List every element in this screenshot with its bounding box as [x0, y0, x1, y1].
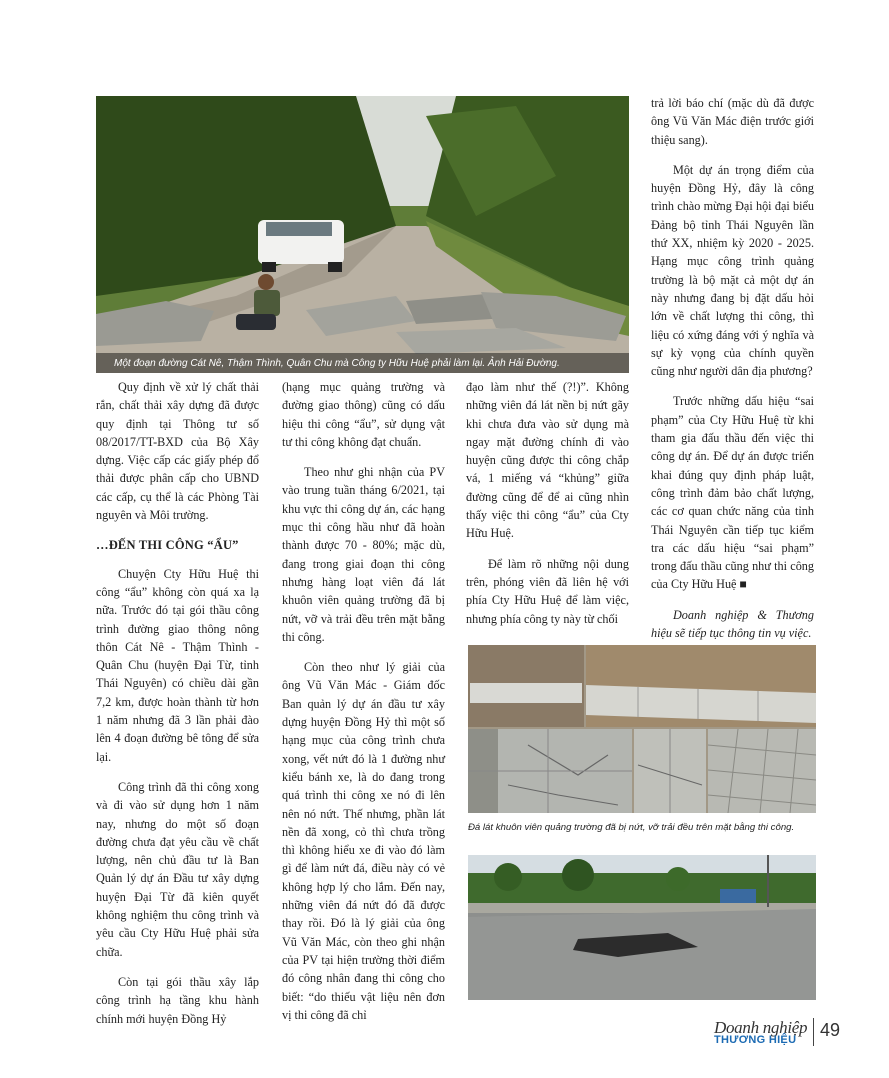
paragraph: Một dự án trọng điểm của huyện Đồng Hỷ, đây là công trình chào mừng Đại hội đại biểu Đảng bộ tỉnh Thái Nguyên lần thứ XX, nhiệm kỳ 2020 - 2025. Hạng mục công trình quảng trường là bộ mặt cả một dự án này nhưng đang bị đặt dấu hỏi lớn về chất lượng thi công, thì liệu có xứng đáng với ý nghĩa và sự kỳ vọng của chính quyền cũng như người dân địa phương? — [651, 162, 814, 379]
paragraph: Công trình đã thi công xong và đi vào sử dụng hơn 1 năm nay, nhưng do một số đoạn đường chưa đạt yêu cầu về chất lượng, nên chủ đầu tư là Ban Quản lý dự án Đầu tư xây dựng huyện Đại Từ đã kiên quyết không nghiệm thu công trình và yêu cầu Cty Hữu Huệ phải sửa chữa. — [96, 779, 259, 959]
column-4 — [651, 94, 814, 654]
footer-divider — [813, 1018, 814, 1046]
logo-line-1: Doanh nghiệp — [714, 1018, 808, 1037]
cracked-tiles-illustration — [468, 645, 816, 813]
road-repair-illustration — [96, 96, 629, 373]
paragraph: Để làm rõ những nội dung trên, phóng viên đã liên hệ với phía Cty Hữu Huệ để làm việc, nhưng phía công ty này từ chối — [466, 556, 629, 626]
magazine-logo — [714, 1018, 807, 1046]
paragraph: Quy định về xử lý chất thải rắn, chất thải xây dựng đã được quy định tại Thông tư số 08/2017/TT-BXD của Bộ Xây dựng. Việc cấp các giấy phép đổ thải được phân cấp cho UBND các cấp, cụ thể là các Phòng Tài nguyên và Môi trường. — [96, 380, 259, 523]
top-photo — [96, 96, 629, 373]
section-heading: …ĐẾN THI CÔNG “ẨU” — [96, 538, 239, 553]
page-number: 49 — [820, 1020, 841, 1040]
column-3 — [466, 378, 629, 640]
paragraph: Còn theo như lý giải của ông Vũ Văn Mác - Giám đốc Ban quản lý dự án đầu tư xây dựng huyện Đồng Hỷ thì một số hạng mục của công trình chưa xong, vết nứt đó là 1 đường như kiểu bánh xe, là do đang trong quá trình thi công xe nó đi lên nên nó nứt. Thế nhưng, phần lát nền đã xong, cỏ thì chưa trồng thì không hiểu xe đi vào đó làm gì để làm nứt đá, điều này có vẻ không hợp lý cho lắm. Đến nay, những viên đá nứt đó đã được thay rồi. Đó là lý giải của ông Vũ Văn Mác, còn theo ghi nhận của PV tại hiện trường thời điểm đó công nhân đang thi công cho biết: “do thiếu vật liệu nên đơn vị thi công đã chỉ — [282, 660, 445, 1022]
logo-line-2: THƯƠNG HIỆU — [714, 1034, 797, 1046]
top-photo-caption: Một đoạn đường Cát Nê, Thậm Thình, Quân Chu mà Công ty Hữu Huệ phải làm lại. Ảnh Hải Đường. — [114, 358, 560, 369]
road-patch-photo — [468, 855, 816, 1000]
paragraph: trả lời báo chí (mặc dù đã được ông Vũ Văn Mác điện trước giới thiệu sang). — [651, 96, 814, 147]
closing-note: Doanh nghiệp & Thương hiệu sẽ tiếp tục thông tin vụ việc. — [651, 607, 814, 641]
mosaic-photo-caption: Đá lát khuôn viên quảng trường đã bị nứt, vỡ trải đều trên mặt bằng thi công. — [468, 822, 795, 833]
paragraph: đạo làm như thế (?!)”. Không những viên đá lát nền bị nứt gãy khi chưa đưa vào sử dụng mà ngay mặt đường chính đi vào huyện cũng được thi công chắp vá, 1 miếng vá “khủng” giữa đường cũng để để ai cũng nhìn thấy việc thi công “ẩu” của Cty Hữu Huệ. — [466, 380, 629, 541]
cracked-tiles-photo — [468, 645, 816, 813]
paragraph: Trước những dấu hiệu “sai phạm” của Cty Hữu Huệ từ khi tham gia đấu thầu đến việc thi công dự án. Để dự án được triển khai đúng quy định pháp luật, công trình đảm bảo chất lượng, các cơ quan chức năng của tỉnh Thái Nguyên cần tiếp tục kiểm tra các dấu hiệu “sai phạm” trong đấu thầu cũng như thi công của Cty Hữu Huệ ■ — [651, 394, 814, 592]
paragraph: Còn tại gói thầu xây lắp công trình hạ tầng khu hành chính mới huyện Đồng Hỷ — [96, 974, 259, 1026]
paragraph: (hạng mục quảng trường và đường giao thông) cũng có dấu hiệu thi công “ẩu”, sử dụng vật tư thi công không đạt chuẩn. — [282, 380, 445, 449]
column-2 — [282, 378, 445, 1036]
paragraph: Chuyện Cty Hữu Huệ thi công “ẩu” không còn quá xa lạ nữa. Trước đó tại gói thầu công trình đường giao thông nông thôn Cát Nê - Thậm Thình - Quân Chu (huyện Đại Từ, tỉnh Thái Nguyên) có chiều dài gần 7,2 km, được hoàn thành từ hơn 1 năm nhưng đã 3 lần phải đào lên 4 đoạn đường bê tông để sửa lại. — [96, 566, 259, 764]
paragraph: Theo như ghi nhận của PV vào trung tuần tháng 6/2021, tại khu vực thi công dự án, các hạng mục thi công hầu như đã hoàn thành được 70 - 80%; mặc dù, đang trong giai đoạn thi công nhưng hàng loạt viên đá lát khuôn viên quảng trường đã bị nứt, vỡ và trải đều trên mặt bằng thi công. — [282, 465, 445, 644]
column-1 — [96, 378, 259, 1040]
road-patch-illustration — [468, 855, 816, 1000]
